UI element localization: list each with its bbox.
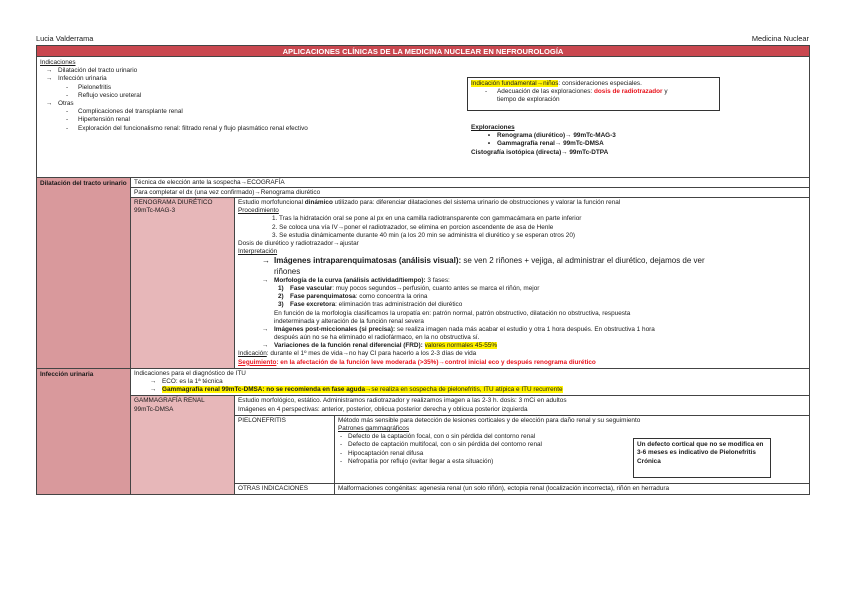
gammagrafia-content: Estudio morfológico, estático. Administramos radiotrazador y realizamos imagen a las 2-3 h. dosis: 3 mCi en adultos Imágenes en 4 perspectivas: anterior, posterior, oblicua posterior derecha y oblicua posterior izquierda PIELONEFRITIS Método más sensible para detección de lesiones corticales y de elección para daño renal y su seguimiento Patrones gammagráficos - Defecto de la captación focal, con o sin pérdida del contorno renal - Defecto de captación multifocal, con o sin pérdida del contorno renal - Hipocaptación renal difusa - Nefropatía por reflujo (evitar llegar a esta situación) Un defecto cortical que no se modifica en 3-6 meses es indicativo de Pielonefritis Crónica OTRAS INDICACIONES Malformaciones congénitas: agenesia renal (un solo riñón), ectopia renal (localización incorrecta), riñón en herradura	[235, 396, 809, 494]
dash-icon: -	[66, 83, 69, 91]
dash-icon: -	[485, 88, 488, 96]
list-item: - Exploración del funcionalismo renal: filtrado renal y flujo plasmático renal efectivo	[66, 124, 308, 132]
infeccion-row	[37, 369, 809, 494]
renograma-section	[131, 198, 809, 368]
arrow-icon: →	[46, 75, 53, 83]
renograma-content: Estudio morfofuncional dinámico utilizado para: diferenciar dilataciones del sistema urinario de obstrucciones y valorar la función renal Procedimiento 1. Tras la hidratación oral se pone al px en una camilla radiotransparente con gammacámara en parte inferior 2. Se coloca una vía IV→poner el radiotrazador, se elimina en porcion ascendente de asa de Henle 3. Se estudia dinámicamente durante 40 min (a los 20 min se administra el diurético y se esperan otros 20) Dosis de diurético y radiotrazador→ajustar Interpretación → Imágenes intraparenquimatosas (análisis visual): se ven 2 riñones + vejiga, al administrar el diurético, dejamos de ver riñones → Morfología de la curva (análisis actividad/tiempo): 3 fases: 1) Fase vascular: muy pocos segundos→perfusión, cuanto antes se marca el riñón, mejor 2) Fase parenquimatosa: como concentra la orina 3) Fase excretora: eliminación tras administración del diurético En función de la morfología clasificamos la uropatía en: patrón normal, patrón obstructivo, dilatación no obstructiva, respuesta indeterminada y alteración de la función renal severa → Imágenes post-miccionales (si precisa): se realiza imagen nada más acabar el estudio y otra 1 hora después. En obstructiva 1 hora después aún no se ha eliminado el radiofármaco, en la no obstructiva sí. → Variaciones de la función renal diferencial (FRD): valores normales 45-55% Indicación: durante el 1º mes de vida→no hay CI para hacerlo a los 2-3 días de vida Seguimiento: en la afectación de la función leve moderada (>35%)→control inicial eco y después renograma diurético	[238, 199, 705, 366]
indicaciones-heading: Indicaciones	[40, 59, 76, 66]
subject-name: Medicina Nuclear	[751, 34, 809, 43]
defecto-cortical-box: Un defecto cortical que no se modifica en 3-6 meses es indicativo de Pielonefritis Crónica	[633, 438, 771, 478]
dilatacion-row	[37, 178, 809, 369]
dash-icon: -	[340, 457, 343, 465]
renograma-label: RENOGRAMA DIURÉTICO 99mTc-MAG-3	[131, 198, 235, 368]
infeccion-content	[131, 369, 809, 494]
gammagrafia-section	[131, 396, 809, 494]
list-item: • Renograma (diurético)→ 99mTc-MAG-3	[471, 132, 771, 140]
arrow-icon: →	[46, 67, 53, 75]
exploraciones-heading: Exploraciones	[471, 124, 515, 131]
summary-table	[36, 45, 810, 495]
dash-icon: -	[340, 441, 343, 449]
list-item: → Dilatación del tracto urinario	[46, 67, 138, 75]
page-title: APLICACIONES CLÍNICAS DE LA MEDICINA NUCLEAR EN NEFROUROLOGÍA	[37, 46, 809, 57]
fundamental-highlight: Indicación fundamental→niños	[471, 80, 559, 87]
arrow-icon: →	[46, 99, 53, 107]
bullet-icon: •	[487, 132, 491, 140]
valores-normales-highlight: valores normales 45-55%	[424, 342, 498, 350]
list-item: → Infección urinaria	[46, 75, 107, 83]
list-item: - Defecto de captación multifocal, con o sin pérdida del contorno renal	[340, 441, 542, 449]
dash-icon: -	[66, 124, 69, 132]
pielonefritis-content: Método más sensible para detección de lesiones corticales y de elección para daño renal y su seguimiento Patrones gammagráficos - Defecto de la captación focal, con o sin pérdida del contorno renal - Defecto de captación multifocal, con o sin pérdida del contorno renal - Hipocaptación renal difusa - Nefropatía por reflujo (evitar llegar a esta situación) Un defecto cortical que no se modifica en 3-6 meses es indicativo de Pielonefritis Crónica	[335, 416, 809, 483]
dash-icon: -	[66, 108, 69, 116]
otras-indicaciones-section	[235, 484, 809, 494]
list-item: • Gammagrafía renal→ 99mTc-DMSA	[471, 140, 771, 148]
list-item: - Pielonefritis	[66, 83, 112, 91]
dash-icon: -	[340, 449, 343, 457]
exploraciones-list	[471, 124, 771, 157]
arrow-icon: →	[150, 386, 157, 394]
gammagrafia-label: GAMMAGRAFÍA RENAL 99mTc-DMSA	[131, 396, 235, 494]
infeccion-label: Infección urinaria	[37, 369, 131, 494]
indicaciones-list	[40, 59, 460, 133]
pielonefritis-label: PIELONEFRITIS	[235, 416, 335, 483]
list-item: - Reflujo vesico ureteral	[66, 91, 142, 99]
dilatacion-label: Dilatación del tracto urinario	[37, 178, 131, 368]
arrow-icon: →	[262, 256, 270, 266]
otras-indicaciones-label: OTRAS INDICACIONES	[235, 484, 335, 494]
pielonefritis-section	[235, 416, 809, 484]
list-item: - Nefropatía por reflujo (evitar llegar a esta situación)	[340, 457, 494, 465]
indicacion-fundamental-box: Indicación fundamental→niños: consideraciones especiales. - Adecuación de las exploraciones: dosis de radiotrazador y tiempo de exploración	[467, 77, 720, 111]
arrow-icon: →	[262, 342, 269, 350]
list-item: → Otras	[46, 99, 74, 107]
indicaciones-section	[37, 57, 809, 178]
bullet-icon: •	[487, 140, 491, 148]
arrow-icon: →	[262, 276, 269, 284]
itu-indicaciones: Indicaciones para el diagnóstico de ITU → ECO: es la 1ª técnica → Gammagrafía renal 99mTc-DMSA: no se recomienda en fase aguda→se realiza en sospecha de pielonefritis, ITU atípica e ITU recurrente	[131, 369, 809, 397]
dash-icon: -	[66, 91, 69, 99]
dash-icon: -	[340, 433, 343, 441]
otras-indicaciones-text: Malformaciones congénitas: agenesia renal (un solo riñón), ectopia renal (localización incorrecta), riñón en herradura	[338, 484, 670, 492]
list-item: - Hipocaptación renal difusa	[340, 449, 424, 457]
list-item: - Complicaciones del transplante renal	[66, 108, 183, 116]
dilatacion-content: Técnica de elección ante la sospecha→ECOGRAFÍA Para completar el dx (una vez confirmado)→Renograma diurético RENOGRAMA DIURÉTICO 99mTc-MAG-3 Estudio morfofuncional dinámico utilizado para: diferenciar dilataciones del sistema urinario de obstrucciones y valorar la función renal Procedimiento 1. Tras la hidratación oral se pone al px en una camilla radiotransparente con gammacámara en parte inferior 2. Se coloca una vía IV→poner el radiotrazador, se elimina en porcion ascendente de asa de Henle 3. Se estudia dinámicamente durante 40 min (a los 20 min se administra el diurético y se esperan otros 20) Dosis de diurético y radiotrazador→ajustar Interpretación → Imágenes intraparenquimatosas (análisis visual): se ven 2 riñones + vejiga, al administrar el diurético, dejamos de ver riñones → Morfología de la curva (análisis actividad/tiempo): 3 fases: 1) Fase vascular: muy pocos segundos→perfusión, cuanto antes se marca el riñón, mejor 2) Fase parenquimatosa: como concentra la orina 3) Fase excretora: eliminación tras administración del diurético En función de la morfología clasificamos la uropatía en: patrón normal, patrón obstructivo, dilatación no obstructiva, respuesta indeterminada y alteración de la función renal severa → Imágenes post-miccionales (si precisa): se realiza imagen nada más acabar el estudio y otra 1 hora después. En obstructiva 1 hora después aún no se ha eliminado el radiofármaco, en la no obstructiva sí. → Variaciones de la función renal diferencial (FRD): valores normales 45-55% Indicación: durante el 1º mes de vida→no hay CI para hacerlo a los 2-3 días de vida Seguimiento: en la afectación de la función leve moderada (>35%)→control inicial eco y después renograma diurético	[131, 178, 809, 368]
list-item: - Defecto de la captación focal, con o sin pérdida del contorno renal	[340, 433, 536, 441]
arrow-icon: →	[150, 378, 157, 386]
dash-icon: -	[66, 116, 69, 124]
author-name: Lucia Valderrama	[36, 34, 94, 43]
list-item: - Hipertensión renal	[66, 116, 130, 124]
list-item: Cistografía isotópica (directa)→ 99mTc-DTPA	[471, 148, 609, 156]
arrow-icon: →	[262, 325, 269, 333]
